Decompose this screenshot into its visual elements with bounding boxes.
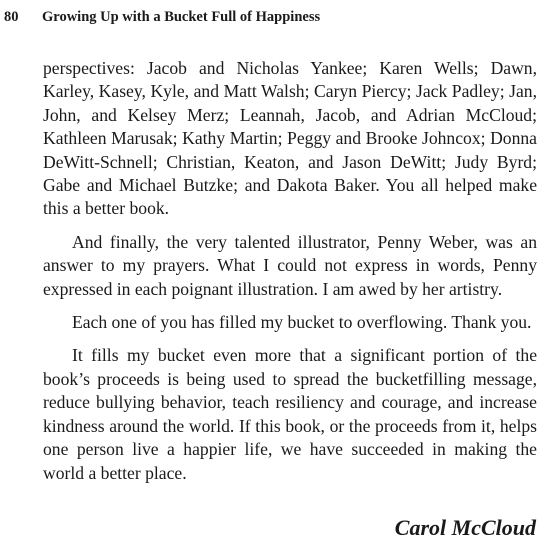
paragraph-proceeds: It fills my bucket even more that a significant portion of the book’s proceeds is being used to spread the bucketfilling message, reduce bullying behavior, teach resiliency and courage, and increase kindness around the world. If this book, or the proceeds from it, helps one person live a happier life, we have succeeded in making the world a better place. <box>43 345 537 483</box>
running-head <box>4 9 534 29</box>
page-number: 80 <box>4 9 19 25</box>
author-signature: Carol McCloud <box>394 515 536 540</box>
book-title: Growing Up with a Bucket Full of Happiness <box>42 9 321 25</box>
paragraph-illustrator: And finally, the very talented illustrator, Penny Weber, was an answer to my prayers. What I could not express in words, Penny expressed in each poignant illustration. I am awed by her artistry. <box>43 231 537 299</box>
body-text <box>43 57 537 485</box>
paragraph-continued: perspectives: Jacob and Nicholas Yankee; Karen Wells; Dawn, Karley, Kasey, Kyle, and Matt Walsh; Caryn Piercy; Jack Padley; Jan, John, and Kelsey Merz; Leannah, Jacob, and Adrian McCloud; Kathleen Marusak; Kathy Martin; Peggy and Brooke Johncox; Donna DeWitt-Schnell; Christian, Keaton, and Jason DeWitt; Judy Byrd; Gabe and Michael Butzke; and Dakota Baker. You all helped make this a better book. <box>43 58 537 219</box>
paragraph-thank-you: Each one of you has filled my bucket to overflowing. Thank you. <box>72 312 532 333</box>
